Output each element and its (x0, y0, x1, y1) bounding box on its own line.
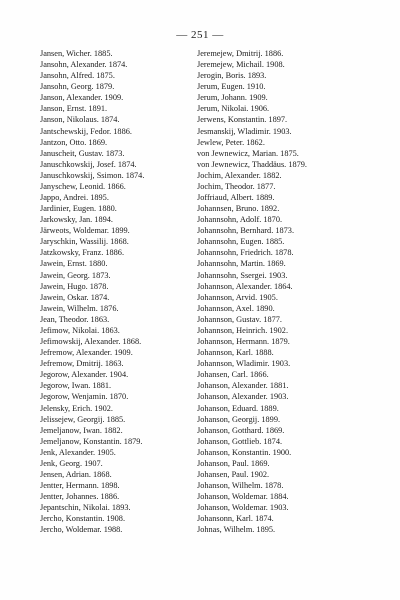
name-entry: Johannson, Alexander. 1864. (197, 281, 293, 291)
name-entry: Johannsohn, Ssergei. 1903. (197, 270, 288, 280)
name-entry: Jenk, Alexander. 1905. (40, 447, 116, 457)
name-entry: Johanson, Alexander. 1903. (197, 392, 289, 402)
name-entry: Jansen, Wicher. 1885. (40, 49, 113, 58)
name-entry: Johannson, Gustav. 1877. (197, 314, 282, 324)
name-entry: Jerum, Nikolai. 1906. (197, 104, 270, 114)
name-entry: Jochim, Alexander. 1882. (197, 170, 282, 180)
name-entry: Johannsohn, Friedrich. 1878. (197, 248, 294, 258)
name-entry: Jelissejew, Georgij. 1885. (40, 414, 126, 424)
name-entry: Jentter, Johannes. 1886. (40, 492, 120, 502)
name-entry: Johannsohn, Eugen. 1885. (197, 237, 285, 247)
name-entry: Jarkowsky, Jan. 1894. (40, 215, 113, 225)
name-entry: Janson, Nikolaus. 1874. (40, 115, 120, 125)
name-entry: Jerum, Eugen. 1910. (197, 82, 266, 92)
name-entry: Jansohn, Georg. 1879. (40, 82, 115, 92)
name-entry: Jawein, Ernst. 1880. (40, 259, 108, 269)
name-entry: Johanson, Gotthard. 1869. (197, 425, 285, 435)
name-entry: Johanson, Gottlieb. 1874. (197, 436, 283, 446)
name-entry: Jefimowskij, Alexander. 1868. (40, 337, 142, 347)
name-entry: Johanson, Wilhelm. 1878. (197, 481, 284, 491)
name-entry: Jawein, Hugo. 1878. (40, 281, 109, 291)
name-entry: Jansohn, Alfred. 1875. (40, 71, 115, 81)
name-entry: Johannson, Arvid. 1905. (197, 292, 278, 302)
name-entry: Johannsohn, Bernhard. 1873. (197, 226, 295, 236)
name-entry: Janson, Ernst. 1891. (40, 104, 108, 114)
name-entry: Jercho, Woldemar. 1988. (40, 525, 123, 535)
name-entry: Januschkowskij, Ssimon. 1874. (40, 170, 145, 180)
name-entry: Jepantschin, Nikolai. 1893. (40, 503, 131, 513)
name-entry: Jawein, Georg. 1873. (40, 270, 111, 280)
name-entry: Jawein, Wilhelm. 1876. (40, 303, 119, 313)
name-entry: Johannsen, Bruno. 1892. (197, 204, 280, 214)
name-entry: Jantschewskij, Fedor. 1886. (40, 126, 132, 136)
name-entry: Johanson, Alexander. 1881. (197, 381, 289, 391)
name-entry: Jegorow, Alexander. 1904. (40, 370, 129, 380)
name-entry: Jaryschkin, Wassilij. 1868. (40, 237, 129, 247)
name-entry: Janson, Alexander. 1909. (40, 93, 124, 103)
name-entry: Johansen, Paul. 1902. (197, 469, 270, 479)
name-entry: Johannson, Karl. 1888. (197, 348, 274, 358)
name-entry: Johanson, Woldemar. 1903. (197, 503, 289, 513)
name-entry: Jefremow, Dmitrij. 1863. (40, 359, 124, 369)
page-number: — 251 — (176, 29, 224, 41)
name-entry: Jegorow, Wenjamin. 1870. (40, 392, 129, 402)
name-entry: Jappo, Andrei. 1895. (40, 193, 109, 203)
name-entry: Johanson, Georgij. 1899. (197, 414, 281, 424)
name-entry: Jerum, Johann. 1909. (197, 93, 268, 103)
name-entry: Jansohn, Alexander. 1874. (40, 60, 128, 70)
name-entry: Johansonn, Karl. 1874. (197, 514, 274, 524)
name-entry: Johanson, Eduard. 1889. (197, 403, 279, 413)
name-entry: Jean, Theodor. 1863. (40, 314, 110, 324)
name-entry: Jenk, Georg. 1907. (40, 458, 103, 468)
name-entry: Jerwens, Konstantin. 1897. (197, 115, 288, 125)
name-entry: Johannson, Wladimir. 1903. (197, 359, 291, 369)
name-entry: Jemeljanow, Konstantin. 1879. (40, 436, 143, 446)
name-entry: Johannson, Heinrich. 1902. (197, 325, 289, 335)
name-entry: Jentter, Hermann. 1898. (40, 481, 120, 491)
name-entry: Jatzkowsky, Franz. 1886. (40, 248, 125, 258)
name-entry: Järweots, Woldemar. 1899. (40, 226, 130, 236)
name-entry: Jensen, Adrian. 1868. (40, 469, 112, 479)
name-entry: Jefimow, Nikolai. 1863. (40, 325, 120, 335)
name-entry: Jemeljanow, Iwan. 1882. (40, 425, 123, 435)
name-entry: von Jewnewicz, Thaddäus. 1879. (197, 159, 307, 169)
name-entry: Johanson, Woldemar. 1884. (197, 492, 289, 502)
name-entry: Januscheit, Gustav. 1873. (40, 148, 125, 158)
name-entry: Jercho, Konstantin. 1908. (40, 514, 126, 524)
name-entry: Jantzon, Otto. 1869. (40, 137, 108, 147)
name-entry: Johanson, Paul. 1869. (197, 458, 270, 468)
name-entry: Jochim, Theodor. 1877. (197, 181, 276, 191)
name-entry: Johannsohn, Adolf. 1870. (197, 215, 283, 225)
name-entry: Jesmanskij, Wladimir. 1903. (197, 126, 292, 136)
name-entry: Johansen, Carl. 1866. (197, 370, 269, 380)
name-entry: Jardinier, Eugen. 1880. (40, 204, 117, 214)
left-name-column (40, 48, 205, 535)
name-entry: Jerogin, Boris. 1893. (197, 71, 267, 81)
name-entry: Jeremejew, Dmitrij. 1886. (197, 49, 284, 58)
name-entry: Johnas, Wilhelm. 1895. (197, 525, 276, 535)
name-entry: Jelensky, Erich. 1902. (40, 403, 113, 413)
right-name-column (197, 48, 372, 535)
name-entry: Janyschew, Leonid. 1866. (40, 181, 126, 191)
name-entry: Johannson, Hermann. 1879. (197, 337, 290, 347)
name-entry: Jawein, Oskar. 1874. (40, 292, 110, 302)
name-entry: Johannson, Axel. 1890. (197, 303, 275, 313)
name-entry: Johannsohn, Martin. 1869. (197, 259, 286, 269)
name-entry: Jewlew, Peter. 1862. (197, 137, 265, 147)
name-entry: Joffriaud, Albert. 1889. (197, 193, 275, 203)
name-entry: Jefremow, Alexander. 1909. (40, 348, 133, 358)
name-entry: Januschkowskij, Josef. 1874. (40, 159, 137, 169)
name-entry: Jeremejew, Michail. 1908. (197, 60, 285, 70)
name-entry: von Jewnewicz, Marian. 1875. (197, 148, 299, 158)
name-entry: Jegorow, Iwan. 1881. (40, 381, 112, 391)
name-entry: Johanson, Konstantin. 1900. (197, 447, 292, 457)
